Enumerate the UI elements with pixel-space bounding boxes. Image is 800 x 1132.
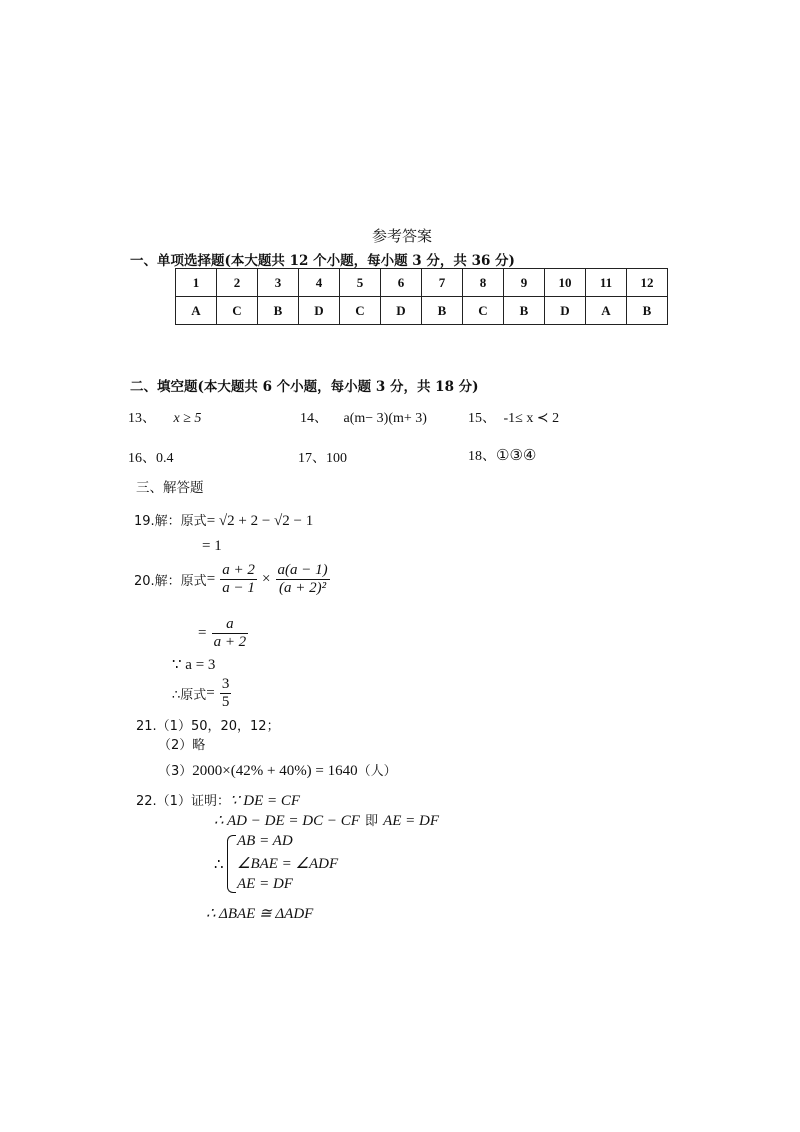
- q19-expression: = √2 + 2 − √2 − 1: [206, 513, 314, 529]
- fraction-numerator: a + 2: [222, 562, 255, 578]
- answer-cell: D: [545, 297, 586, 325]
- q20-fraction-2: [276, 562, 330, 597]
- answer-table: [175, 268, 668, 325]
- fraction-numerator: 3: [221, 676, 230, 692]
- fill-label: 14、: [300, 411, 328, 426]
- answer-cell: C: [340, 297, 381, 325]
- answer-cell: B: [627, 297, 668, 325]
- q21-line1: 21.（1）50，20，12；: [136, 719, 280, 734]
- fill-label: 18、: [468, 449, 496, 464]
- q19-line1: [134, 510, 313, 530]
- fraction-denominator: a + 2: [213, 634, 247, 650]
- answer-table-number-row: [176, 269, 668, 297]
- q20-fraction-4: [220, 676, 232, 711]
- fill-answer: 100: [326, 451, 347, 466]
- fill-label: 15、: [468, 411, 496, 426]
- fraction-numerator: a(a − 1): [277, 562, 328, 578]
- times-sign: ×: [261, 571, 271, 587]
- q21-line3: [158, 760, 397, 780]
- q22-therefore-sign: ∴: [214, 857, 224, 873]
- question-number-cell: 12: [627, 269, 668, 297]
- fill-answer: a(m− 3)(m+ 3): [343, 411, 427, 426]
- fraction-denominator: 5: [221, 694, 230, 710]
- q22-namely: 即: [364, 814, 378, 829]
- question-number-cell: 5: [340, 269, 381, 297]
- q22-line2: [214, 810, 439, 830]
- q22-given: ∵ DE = CF: [229, 793, 301, 809]
- q21-line3-label: （3）: [158, 764, 193, 779]
- q21-line2: （2）略: [158, 738, 206, 753]
- fill-label: 16、: [128, 451, 156, 466]
- q20-fraction-3: [212, 616, 249, 651]
- question-number-cell: 11: [586, 269, 627, 297]
- answer-cell: B: [504, 297, 545, 325]
- answer-cell: D: [381, 297, 422, 325]
- fill-item-18: [468, 445, 536, 465]
- q19-label: 19.解：原式: [134, 514, 207, 529]
- fraction-denominator: (a + 2)²: [279, 580, 327, 596]
- question-number-cell: 1: [176, 269, 217, 297]
- answer-cell: A: [586, 297, 627, 325]
- fill-answer: ①③④: [496, 446, 537, 464]
- q19-line2: = 1: [202, 538, 222, 554]
- fill-answer: 0.4: [156, 451, 174, 466]
- question-number-cell: 9: [504, 269, 545, 297]
- q22-label: 22.（1）证明：: [136, 794, 230, 809]
- q22-system-line-3: AE = DF: [237, 876, 293, 892]
- fraction-denominator: a − 1: [222, 580, 255, 596]
- question-number-cell: 8: [463, 269, 504, 297]
- fill-label: 13、: [128, 411, 156, 426]
- fill-item-17: [298, 447, 347, 467]
- fraction-numerator: a: [212, 616, 249, 634]
- section2-heading: 二、填空题(本大题共 6 个小题，每小题 3 分，共 18 分): [130, 379, 479, 395]
- fill-item-13: [128, 407, 201, 427]
- answer-cell: D: [299, 297, 340, 325]
- question-number-cell: 2: [217, 269, 258, 297]
- q22-step1-result: AE = DF: [383, 813, 440, 829]
- answer-cell: A: [176, 297, 217, 325]
- question-number-cell: 10: [545, 269, 586, 297]
- fill-answer: -1≤ x ≺ 2: [503, 411, 560, 426]
- fill-item-14: [300, 407, 427, 427]
- q20-since: ∵ a = 3: [172, 657, 216, 673]
- q21-unit: （人）: [357, 764, 397, 779]
- answer-table-answer-row: [176, 297, 668, 325]
- fill-label: 17、: [298, 451, 326, 466]
- q20-fraction-1: [220, 562, 257, 597]
- q22-system-line-1: AB = AD: [237, 833, 293, 849]
- q20-label: 20.解：原式: [134, 574, 207, 589]
- q22-conclusion: ∴ ΔBAE ≅ ΔADF: [206, 906, 314, 922]
- q22-line1: [136, 790, 300, 810]
- answer-cell: B: [258, 297, 299, 325]
- fill-answer: x ≥ 5: [173, 411, 202, 426]
- section1-heading: 一、单项选择题(本大题共 12 个小题，每小题 3 分，共 36 分): [130, 253, 515, 269]
- answer-cell: C: [217, 297, 258, 325]
- q20-therefore-label: ∴原式: [172, 688, 207, 703]
- q22-step1: ∴ AD − DE = DC − CF: [214, 813, 360, 829]
- equals-sign: =: [198, 625, 207, 641]
- question-number-cell: 7: [422, 269, 463, 297]
- question-number-cell: 3: [258, 269, 299, 297]
- system-brace: [227, 835, 236, 893]
- q22-system-line-2: ∠BAE = ∠ADF: [237, 856, 339, 872]
- q21-expression: 2000×(42% + 40%) = 1640: [192, 763, 358, 779]
- fill-item-15: [468, 407, 559, 427]
- question-number-cell: 6: [381, 269, 422, 297]
- q20-result: ∴原式= $\frac{3}{5}$: [172, 676, 230, 710]
- section3-heading: 三、解答题: [136, 480, 204, 496]
- q20-line2: [198, 616, 248, 651]
- q20-line1: 20.解：原式= $\frac{a + 2}{a - 1}$ × $\frac{a(a - 1)}{\text{(a + 2)²}}$: [134, 562, 328, 596]
- answer-cell: C: [463, 297, 504, 325]
- answer-cell: B: [422, 297, 463, 325]
- page-title: 参考答案: [372, 227, 433, 245]
- question-number-cell: 4: [299, 269, 340, 297]
- fill-item-16: [128, 447, 174, 467]
